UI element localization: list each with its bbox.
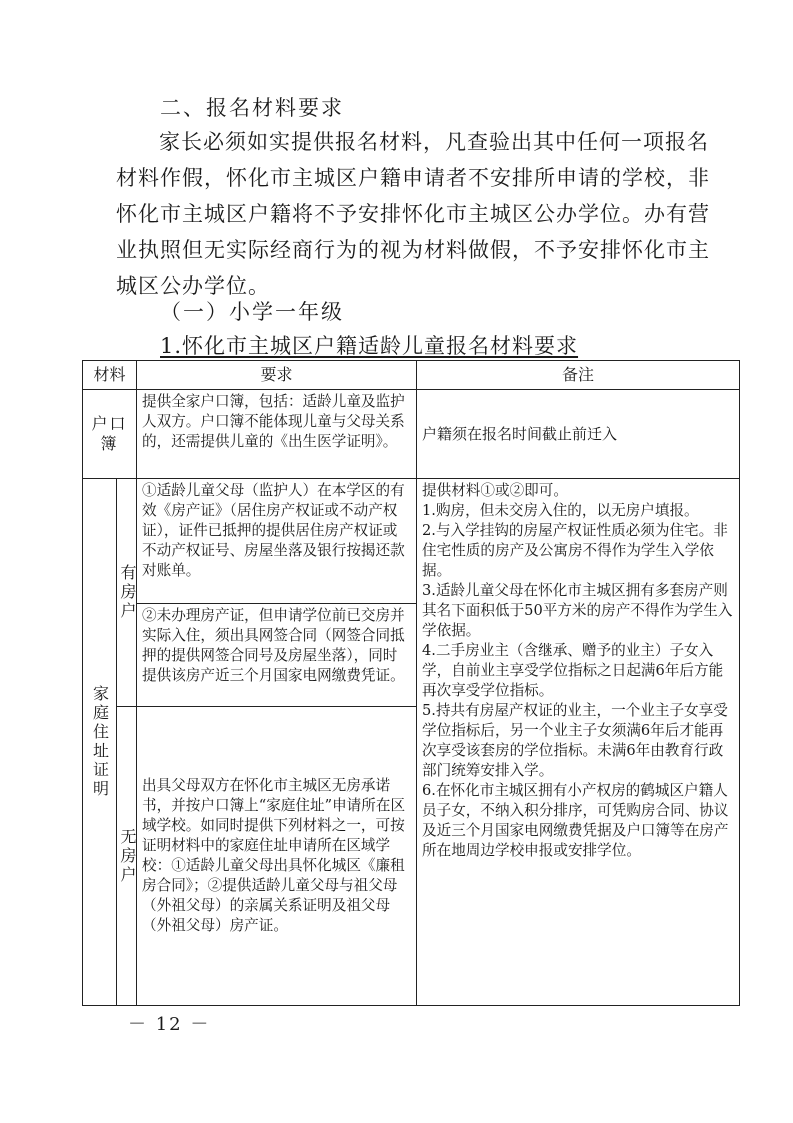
subheading-primary-grade-one: （一）小学一年级 (160, 300, 344, 324)
note-line: 4.二手房业主（含继承、赠予的业主）子女入学，自前业主享受学位指标之日起满6年后方能再次享受学位指标。 (422, 642, 724, 699)
header-requirement: 要求 (137, 361, 417, 390)
subheading-hukou-materials: 1.怀化市主城区户籍适龄儿童报名材料要求 (160, 334, 579, 358)
header-material: 材料 (83, 361, 137, 390)
table-row-has-house-item1 (83, 479, 740, 604)
address-notes-cell (417, 479, 740, 1006)
materials-requirements-table (82, 360, 740, 1006)
page-number: － 12 － (128, 1014, 211, 1035)
note-line: 6.在怀化市主城区拥有小产权房的鹤城区户籍人员子女，不纳入积分排序，可凭购房合同、协议及近三个月国家电网缴费凭据及户口簿等在房产所在地周边学校申报或安排学位。 (422, 782, 729, 859)
note-line: 提供材料①或②即可。 (422, 482, 568, 499)
note-line: 3.适龄儿童父母在怀化市主城区拥有多套房产则其名下面积低于50平方米的房产不得作为学生入学依据。 (422, 582, 733, 639)
no-house-label-cell (117, 707, 137, 1006)
no-house-requirement-cell: 出具父母双方在怀化市主城区无房承诺书，并按户口簿上“家庭住址”申请所在区域学校。如同时提供下列材料之一，可按证明材料中的家庭住址申请所在区域学校：①适龄儿童父母出具怀化城区《廉租房合同》；②提供适龄儿童父母与祖父母（外祖父母）的亲属关系证明及祖父母（外祖父母）房产证。 (137, 707, 417, 1006)
has-house-label-cell (117, 479, 137, 707)
hukou-material-cell: 户口簿 (83, 390, 137, 479)
address-proof-label: 家庭住址证明 (90, 685, 110, 799)
header-note: 备注 (417, 361, 740, 390)
no-house-label: 无房户 (118, 827, 137, 885)
has-house-label: 有房户 (118, 564, 137, 621)
address-proof-material-cell (83, 479, 117, 1006)
table-row-hukou (83, 390, 740, 479)
hukou-requirement-cell: 提供全家户口簿，包括：适龄儿童及监护人双方。户口簿不能体现儿童与父母关系的，还需提供儿童的《出生医学证明》。 (137, 390, 417, 479)
has-house-item2-cell: ②未办理房产证，但申请学位前已交房并实际入住，须出具网签合同（网签合同抵押的提供网签合同号及房屋坐落），同时提供该房产近三个月国家电网缴费凭证。 (137, 604, 417, 707)
note-line: 5.持共有房屋产权证的业主，一个业主子女享受学位指标后，另一个业主子女须满6年后才能再次享受该套房的学位指标。未满6年由教育行政部门统筹安排入学。 (422, 702, 728, 779)
table-header-row (83, 361, 740, 390)
note-line: 2.与入学挂钩的房屋产权证性质必须为住宅。非住宅性质的房产及公寓房不得作为学生入学依据。 (422, 522, 728, 579)
note-line: 1.购房，但未交房入住的，以无房户填报。 (422, 502, 699, 519)
hukou-note-cell: 户籍须在报名时间截止前迁入 (417, 390, 740, 479)
section-heading: 二、报名材料要求 (160, 96, 344, 120)
intro-paragraph: 家长必须如实提供报名材料，凡查验出其中任何一项报名材料作假，怀化市主城区户籍申请者不安排所申请的学校，非怀化市主城区户籍将不予安排怀化市主城区公办学位。办有营业执照但无实际经商行为的视为材料做假，不予安排怀化市主城区公办学位。 (116, 130, 710, 298)
has-house-item1-cell: ①适龄儿童父母（监护人）在本学区的有效《房产证》（居住房产权证或不动产权证），证件已抵押的提供居住房产权证或不动产权证号、房屋坐落及银行按揭还款对账单。 (137, 479, 417, 604)
